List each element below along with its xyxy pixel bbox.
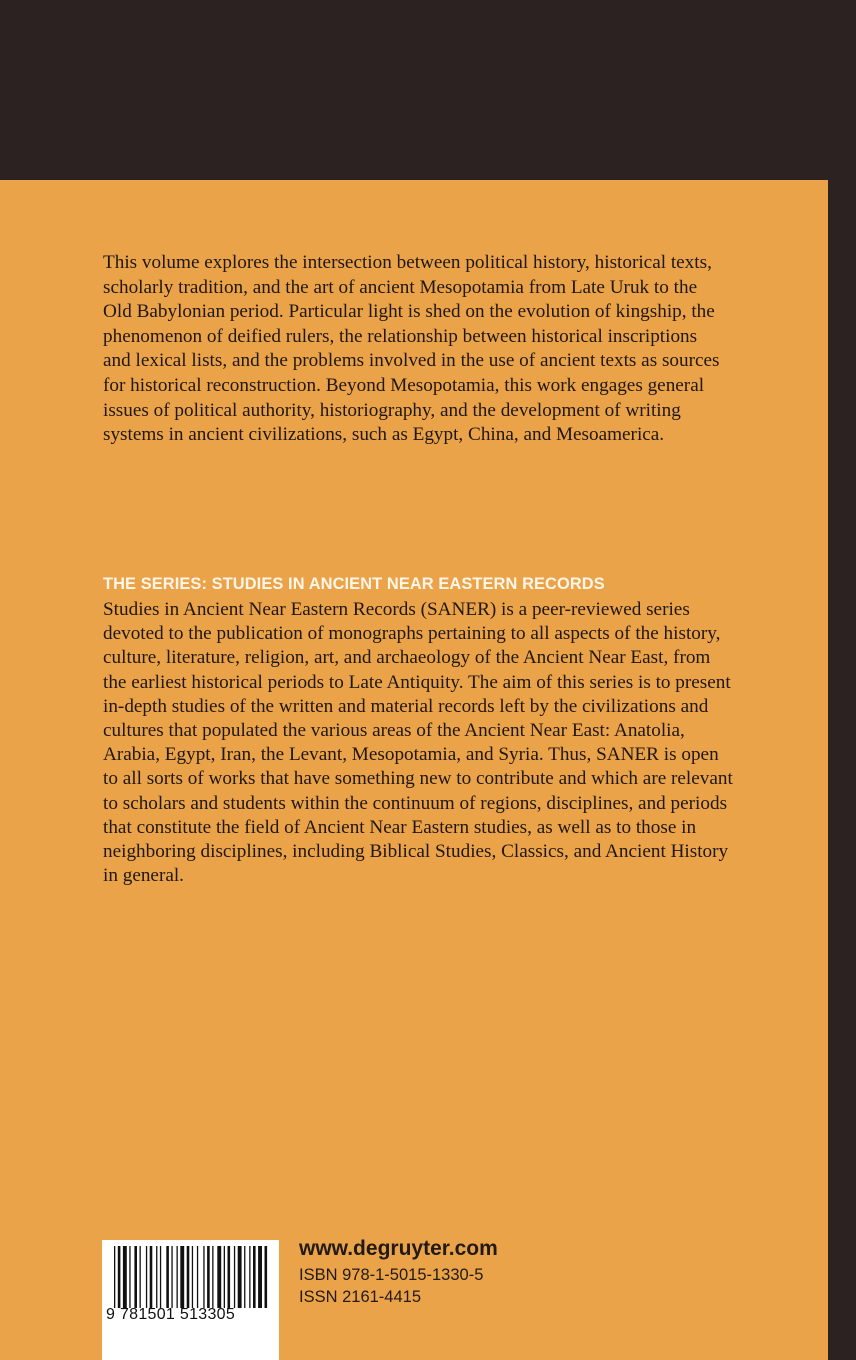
issn-text: ISSN 2161-4415 (299, 1288, 422, 1306)
barcode-bars-icon (112, 1246, 272, 1308)
blurb-text (103, 251, 728, 448)
isbn-barcode (102, 1240, 279, 1360)
series-description: Studies in Ancient Near Eastern Records (SANER) is a peer-reviewed series devoted to the publication of monographs pertaining to all aspects of the history, culture, literature, religion, art, and archaeology of the Ancient Near East, from the earliest historical periods to Late Antiquity. The aim of this series is to present in-depth studies of the written and material records left by the civilizations and cultures that populated the various areas of the Ancient Near East: Anatolia, Arabia, Egypt, Iran, the Levant, Mesopotamia, and Syria. Thus, SANER is open to all sorts of works that have something new to contribute and which are relevant to scholars and students within the continuum of regions, disciplines, and periods that constitute the field of Ancient Near Eastern studies, as well as to those in neighboring disciplines, including Biblical Studies, Classics, and Ancient History in general. (103, 599, 733, 887)
publisher-info (299, 1234, 498, 1308)
blurb-paragraph: This volume explores the intersection between political history, historical texts, scholarly tradition, and the art of ancient Mesopotamia from Late Uruk to the Old Babylonian period. Particular light is shed on the evolution of kingship, the phenomenon of deified rulers, the relationship between historical inscriptions and lexical lists, and the problems involved in the use of ancient texts as sources for historical reconstruction. Beyond Mesopotamia, this work engages general issues of political authority, historiography, and the development of writing systems in ancient civilizations, such as Egypt, China, and Mesoamerica. (103, 252, 720, 446)
book-back-cover (0, 180, 828, 1360)
isbn-text: ISBN 978-1-5015-1330-5 (299, 1266, 484, 1284)
series-heading: THE SERIES: STUDIES IN ANCIENT NEAR EASTERN RECORDS (103, 575, 605, 593)
barcode-number: 9 781501 513305 (106, 1306, 236, 1323)
publisher-url[interactable]: www.degruyter.com (299, 1237, 498, 1260)
